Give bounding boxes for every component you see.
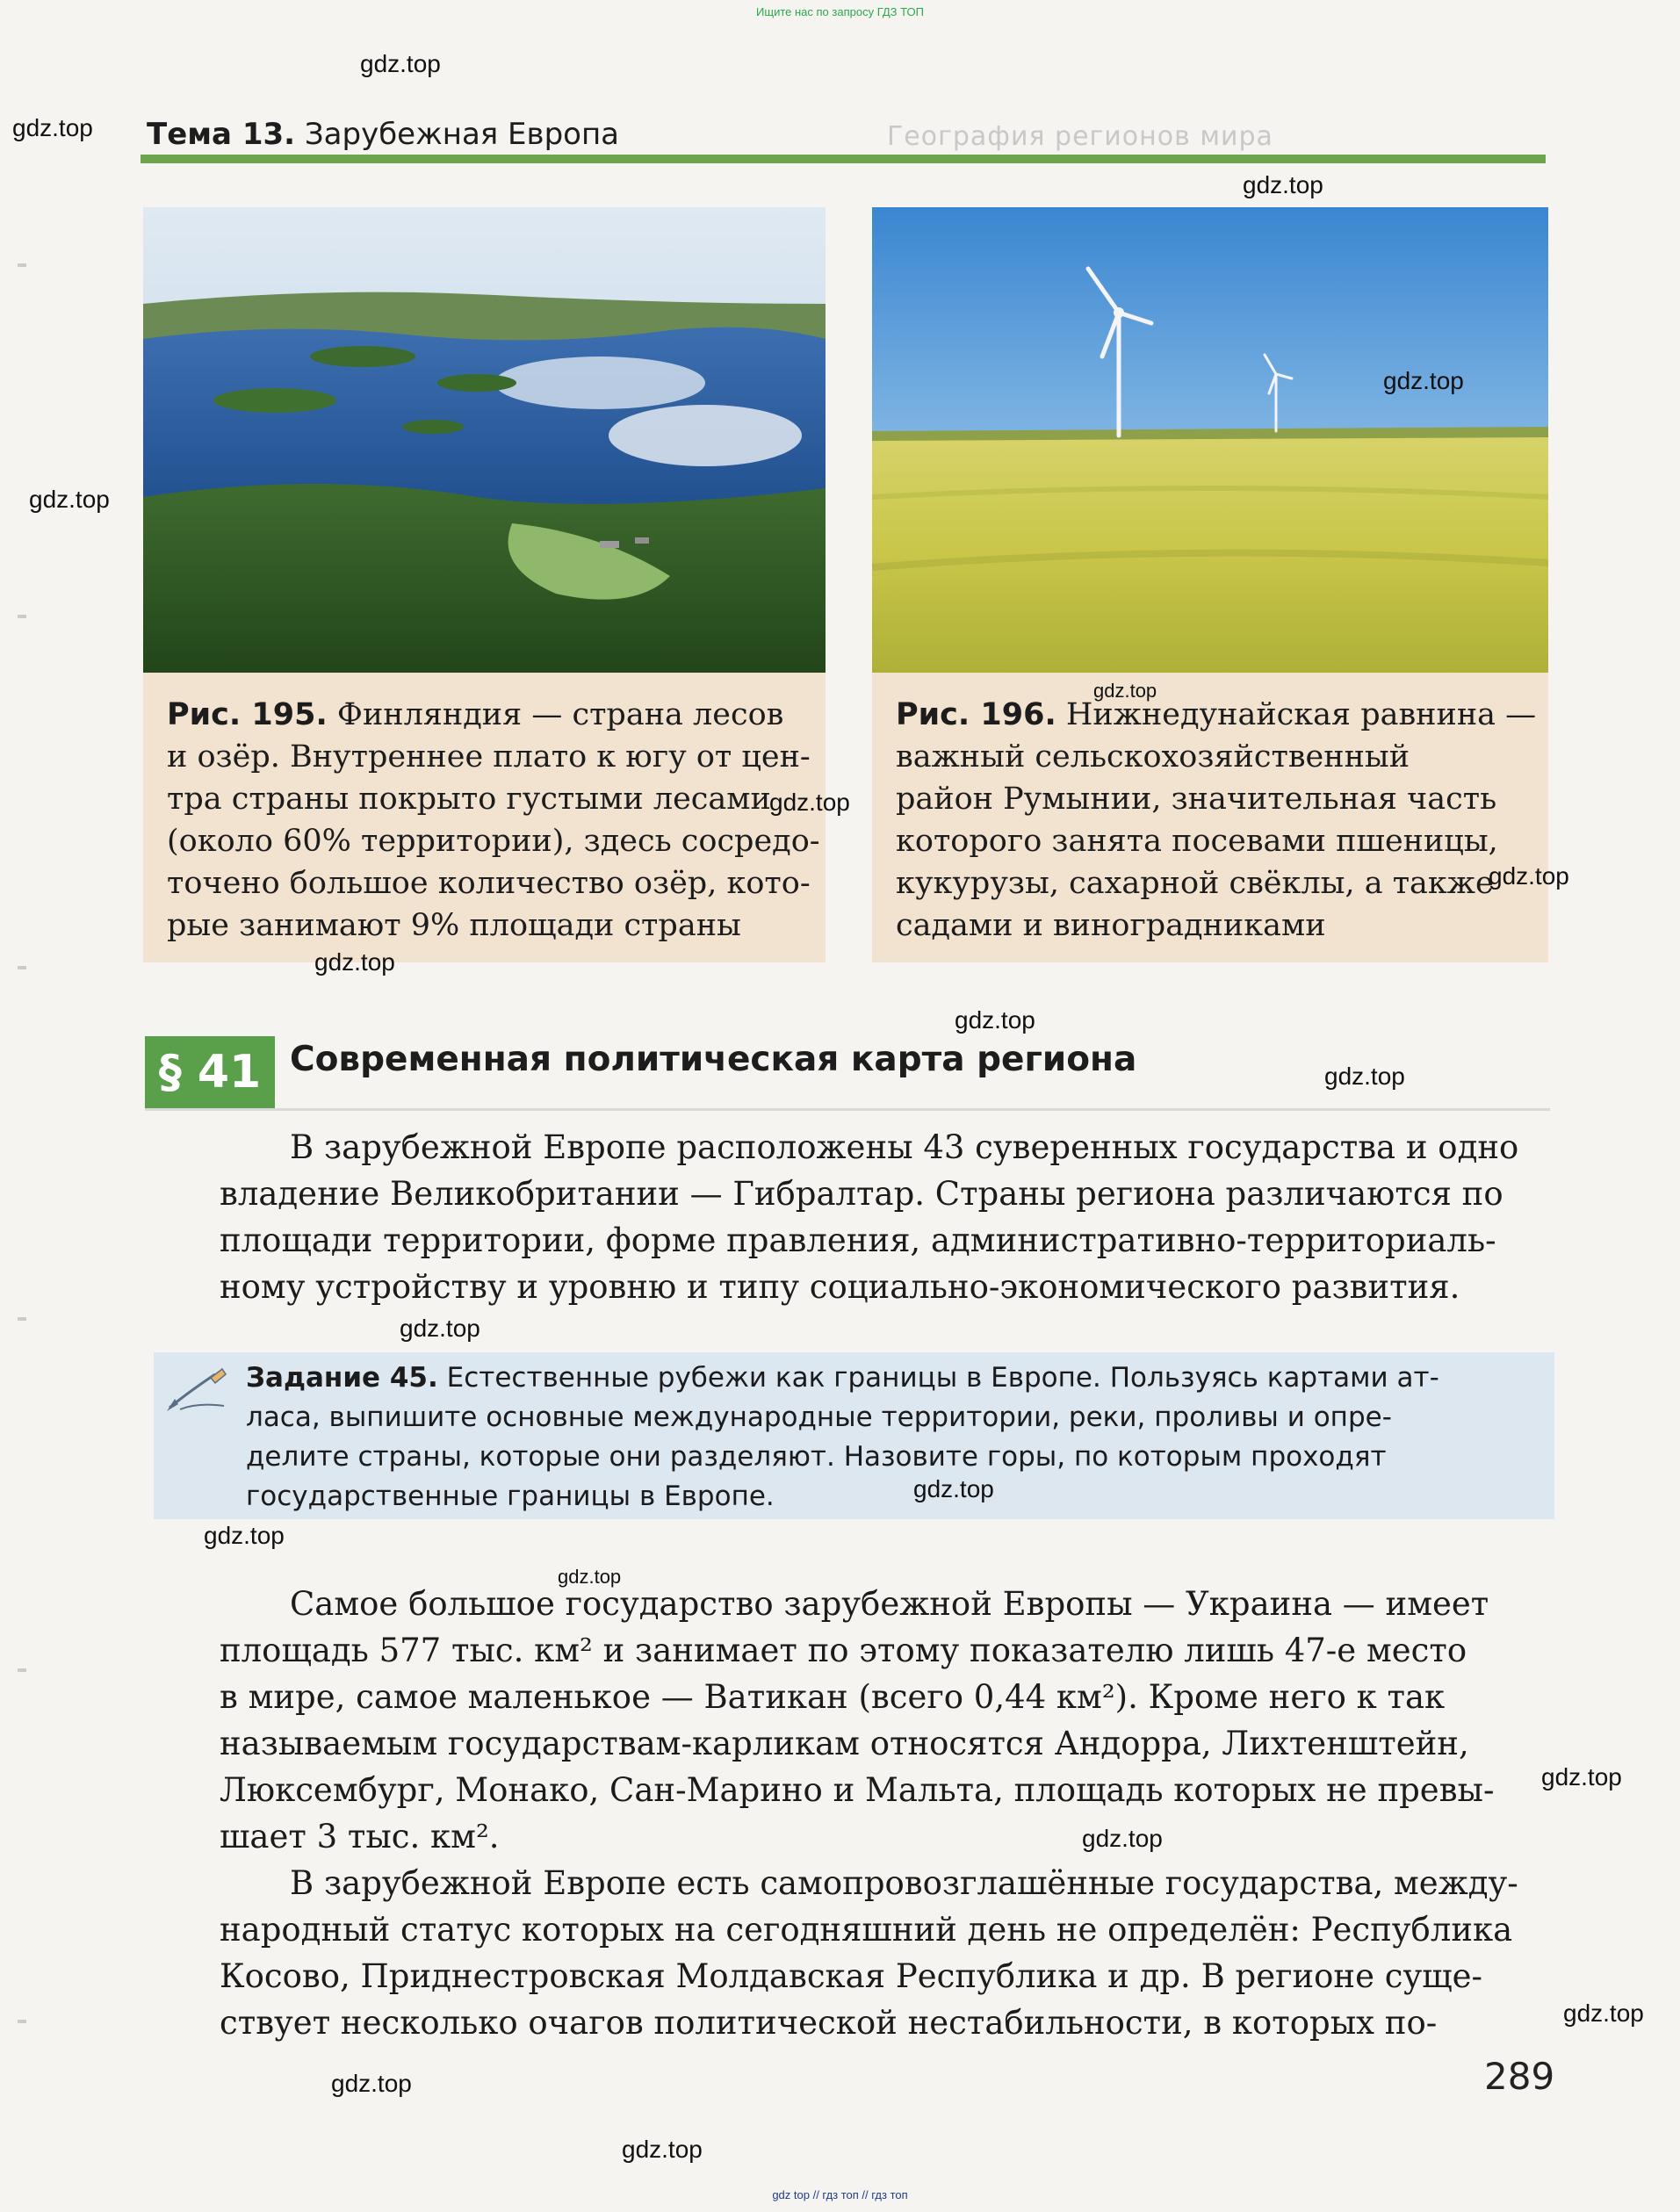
watermark: gdz.top	[1082, 1825, 1163, 1852]
header-note: Ищите нас по запросу ГДЗ ТОП	[756, 5, 924, 18]
text-line: называемым государствам-карликам относятся Андорра, Лихтенштейн,	[220, 1725, 1469, 1762]
paragraph-rule	[145, 1108, 1550, 1111]
section-ghost-text: География регионов мира	[887, 121, 1273, 152]
text-line: Самое большое государство зарубежной Европы — Украина — имеет	[290, 1585, 1489, 1623]
binding-mark	[18, 2020, 26, 2023]
topic-number: Тема 13.	[147, 117, 296, 152]
watermark: gdz.top	[1563, 1999, 1644, 2027]
caption-line: садами и виноградниками	[896, 908, 1326, 943]
figure-195-label: Рис. 195.	[167, 697, 328, 732]
binding-mark	[18, 263, 26, 267]
watermark: gdz.top	[913, 1475, 994, 1502]
caption-line: рые занимают 9% площади страны	[167, 908, 741, 943]
watermark: gdz.top	[204, 1522, 285, 1549]
text-line: ному устройству и уровню и типу социально-экономического развития.	[220, 1268, 1460, 1306]
watermark: gdz.top	[1383, 367, 1464, 394]
binding-mark	[18, 966, 26, 969]
pencil-icon	[162, 1365, 237, 1418]
watermark: gdz.top	[12, 114, 93, 141]
figure-196-photo	[872, 207, 1548, 673]
watermark: gdz.top	[1093, 680, 1157, 702]
watermark: gdz.top	[1541, 1763, 1622, 1790]
text-block-2	[220, 1581, 1494, 1860]
caption-line: Нижнедунайская равнина —	[1065, 697, 1537, 732]
topic-rule	[141, 155, 1546, 163]
footer-note: gdz top // гдз топ // гдз топ	[772, 2188, 908, 2201]
text-line: В зарубежной Европе расположены 43 суверенных государства и одно	[290, 1128, 1519, 1166]
text-block-1	[220, 1124, 1518, 1310]
caption-line: кукурузы, сахарной свёклы, а также	[896, 866, 1494, 901]
text-line: ствует несколько очагов политической нестабильности, в которых по-	[220, 2004, 1438, 2042]
caption-line: Финляндия — страна лесов	[336, 697, 784, 732]
watermark: gdz.top	[558, 1566, 622, 1588]
caption-line: и озёр. Внутреннее плато к югу от цен-	[167, 739, 811, 775]
figure-195-caption	[167, 694, 820, 947]
watermark: gdz.top	[955, 1006, 1035, 1034]
wind-turbine-field-image	[872, 207, 1548, 673]
figure-196-caption	[896, 694, 1536, 947]
caption-line: которого занята посевами пшеницы,	[896, 824, 1498, 859]
watermark: gdz.top	[769, 789, 850, 816]
figure-196-label: Рис. 196.	[896, 697, 1056, 732]
watermark: gdz.top	[622, 2136, 703, 2163]
figure-195-photo	[143, 207, 826, 673]
task-line: государственные границы в Европе.	[246, 1481, 775, 1512]
page-number: 289	[1484, 2055, 1555, 2098]
text-line: площади территории, форме правления, административно-территориаль-	[220, 1221, 1496, 1259]
watermark: gdz.top	[400, 1315, 480, 1342]
binding-mark	[18, 1317, 26, 1321]
text-line: площадь 577 тыс. км² и занимает по этому показателю лишь 47-е место	[220, 1632, 1467, 1669]
task-line: делите страны, которые они разделяют. Назовите горы, по которым проходят	[246, 1441, 1387, 1473]
text-line: шает 3 тыс. км².	[220, 1818, 500, 1855]
text-line: В зарубежной Европе есть самопровозглашённые государства, между-	[290, 1864, 1518, 1902]
task-line: ласа, выпишите основные международные территории, реки, проливы и опре-	[246, 1401, 1392, 1433]
text-line: Косово, Приднестровская Молдавская Республика и др. В регионе суще-	[220, 1957, 1483, 1995]
caption-line: (около 60% территории), здесь сосредо-	[167, 824, 820, 859]
topic-title: Зарубежная Европа	[304, 117, 620, 152]
finland-lake-image	[143, 207, 826, 673]
watermark: gdz.top	[29, 486, 110, 513]
watermark: gdz.top	[360, 50, 441, 77]
text-line: народный статус которых на сегодняшний день не определён: Республика	[220, 1911, 1513, 1949]
task-line: Естественные рубежи как границы в Европе. Пользуясь картами ат-	[437, 1362, 1439, 1394]
text-line: в мире, самое маленькое — Ватикан (всего 0,44 км²). Кроме него к так	[220, 1678, 1446, 1716]
watermark: gdz.top	[314, 948, 395, 976]
task-text	[246, 1358, 1439, 1517]
paragraph-badge: § 41	[145, 1036, 275, 1108]
binding-mark	[18, 1668, 26, 1672]
caption-line: точено большое количество озёр, кото-	[167, 866, 811, 901]
topic-heading	[147, 117, 619, 152]
watermark: gdz.top	[1489, 862, 1569, 890]
task-label: Задание 45.	[246, 1362, 438, 1394]
caption-line: район Румынии, значительная часть	[896, 782, 1497, 817]
text-line: Люксембург, Монако, Сан-Марино и Мальта, площадь которых не превы-	[220, 1771, 1495, 1809]
caption-line: тра страны покрыто густыми лесами	[167, 782, 771, 817]
watermark: gdz.top	[331, 2070, 412, 2097]
watermark: gdz.top	[1243, 171, 1323, 198]
watermark: gdz.top	[1324, 1063, 1405, 1090]
binding-mark	[18, 615, 26, 618]
text-block-3	[220, 1860, 1518, 2046]
text-line: владение Великобритании — Гибралтар. Страны региона различаются по	[220, 1175, 1503, 1213]
paragraph-title: Современная политическая карта региона	[290, 1040, 1137, 1079]
caption-line: важный сельскохозяйственный	[896, 739, 1410, 775]
